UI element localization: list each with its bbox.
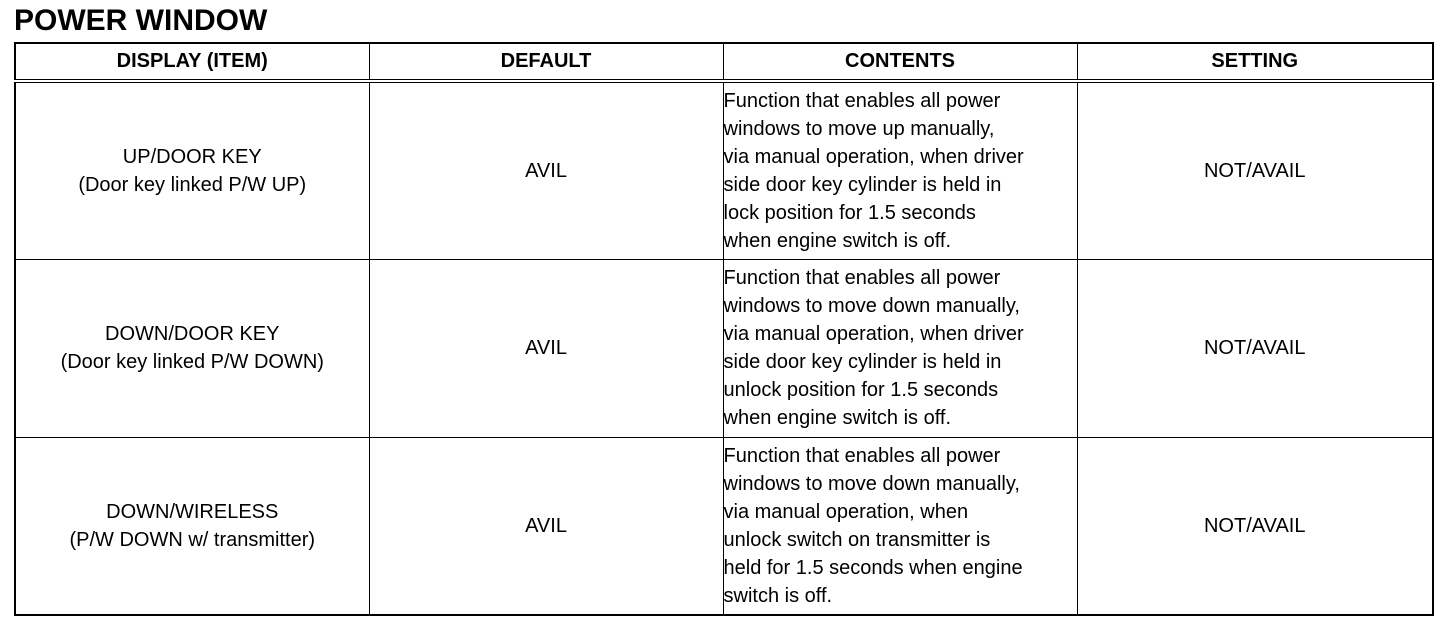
contents-line: via manual operation, when: [723, 500, 969, 523]
contents-line: switch is off.: [723, 584, 833, 607]
contents-line: Function that enables all power: [723, 89, 1001, 112]
table-row: [15, 437, 1433, 615]
contents-line: windows to move down manually,: [723, 295, 1020, 317]
contents-cell: [723, 437, 1077, 615]
contents-line: lock position for 1.5 seconds: [723, 201, 976, 224]
setting-value: NOT/AVAIL: [1077, 259, 1433, 437]
contents-line: Function that enables all power: [723, 444, 1001, 467]
contents-line: unlock position for 1.5 seconds: [723, 379, 999, 401]
contents-line: via manual operation, when driver: [723, 323, 1024, 345]
header-contents: CONTENTS: [723, 43, 1077, 81]
contents-line: Function that enables all power: [723, 267, 1001, 289]
display-item-name: DOWN/DOOR KEY: [105, 323, 280, 345]
display-item-cell: [15, 437, 369, 615]
display-item-name: UP/DOOR KEY: [122, 145, 262, 168]
display-item-name: DOWN/WIRELESS: [106, 500, 279, 523]
power-window-table: [14, 42, 1434, 616]
page-title: POWER WINDOW: [14, 4, 268, 37]
table-row: [15, 81, 1433, 259]
contents-line: windows to move down manually,: [723, 472, 1020, 495]
contents-line: side door key cylinder is held in: [723, 351, 1002, 373]
contents-line: via manual operation, when driver: [723, 145, 1024, 168]
contents-line: when engine switch is off.: [723, 407, 952, 429]
table-row: [15, 259, 1433, 437]
display-item-description: (Door key linked P/W UP): [78, 173, 307, 196]
contents-line: unlock switch on transmitter is: [723, 528, 991, 551]
setting-value: NOT/AVAIL: [1077, 81, 1433, 259]
contents-line: when engine switch is off.: [723, 229, 952, 252]
setting-value: NOT/AVAIL: [1077, 437, 1433, 615]
contents-cell: [723, 259, 1077, 437]
contents-line: windows to move up manually,: [723, 117, 995, 140]
display-item-description: (P/W DOWN w/ transmitter): [69, 528, 316, 551]
display-item-cell: [15, 81, 369, 259]
contents-line: side door key cylinder is held in: [723, 173, 1002, 196]
display-item-cell: [15, 259, 369, 437]
header-display-item: DISPLAY (ITEM): [15, 43, 369, 81]
header-default: DEFAULT: [369, 43, 723, 81]
table-header-row: [15, 43, 1433, 81]
header-setting: SETTING: [1077, 43, 1433, 81]
display-item-description: (Door key linked P/W DOWN): [60, 351, 324, 373]
contents-line: held for 1.5 seconds when engine: [723, 556, 1023, 579]
contents-cell: [723, 81, 1077, 259]
default-value: AVIL: [369, 259, 723, 437]
default-value: AVIL: [369, 81, 723, 259]
default-value: AVIL: [369, 437, 723, 615]
